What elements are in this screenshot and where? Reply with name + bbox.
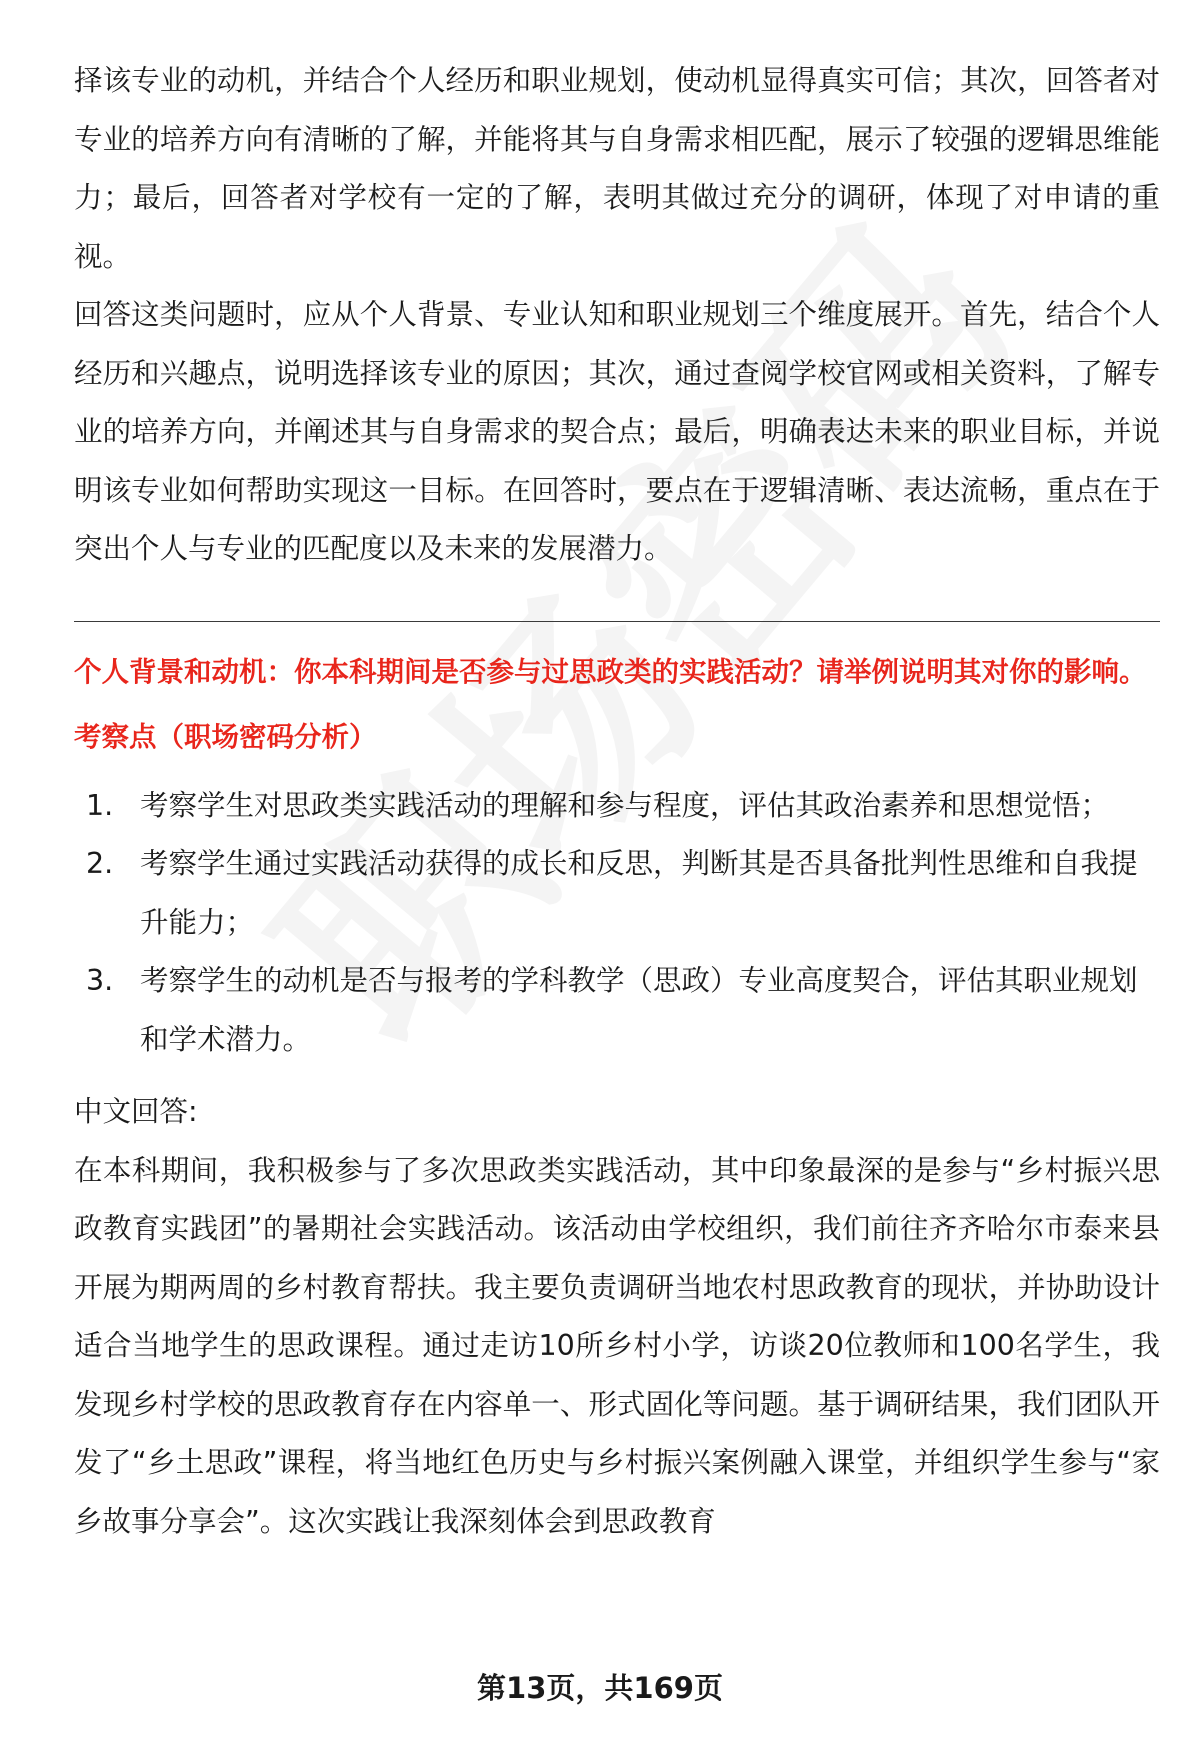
intro-paragraph-1: 择该专业的动机，并结合个人经历和职业规划，使动机显得真实可信；其次，回答者对专业的培养方向有清晰的了解，并能将其与自身需求相匹配，展示了较强的逻辑思维能力；最后，回答者对学校有一定的了解，表明其做过充分的调研，体现了对申请的重视。	[74, 64, 1160, 273]
list-item	[74, 952, 1160, 1069]
section-divider	[74, 621, 1160, 622]
answer-label: 中文回答:	[74, 1095, 198, 1128]
list-item-text: 考察学生通过实践活动获得的成长和反思，判断其是否具备批判性思维和自我提升能力；	[140, 847, 1138, 939]
answer-text: 在本科期间，我积极参与了多次思政类实践活动，其中印象最深的是参与“乡村振兴思政教育实践团”的暑期社会实践活动。该活动由学校组织，我们前往齐齐哈尔市泰来县开展为期两周的乡村教育帮扶。我主要负责调研当地农村思政教育的现状，并协助设计适合当地学生的思政课程。通过走访10所乡村小学，访谈20位教师和100名学生，我发现乡村学校的思政教育存在内容单一、形式固化等问题。基于调研结果，我们团队开发了“乡土思政”课程，将当地红色历史与乡村振兴案例融入课堂，并组织学生参与“家乡故事分享会”。这次实践让我深刻体会到思政教育	[74, 1153, 1160, 1538]
list-item-text: 考察学生的动机是否与报考的学科教学（思政）专业高度契合，评估其职业规划和学术潜力。	[140, 964, 1138, 1056]
question-title: 个人背景和动机：你本科期间是否参与过思政类的实践活动？请举例说明其对你的影响。	[74, 655, 1147, 688]
list-item-number: 2.	[86, 847, 114, 880]
list-item-text: 考察学生对思政类实践活动的理解和参与程度，评估其政治素养和思想觉悟；	[140, 788, 1110, 822]
page-number: 第13页，共169页	[477, 1671, 723, 1705]
points-list	[74, 777, 1160, 1070]
document-page	[74, 52, 1160, 1551]
intro-paragraph-2: 回答这类问题时，应从个人背景、专业认知和职业规划三个维度展开。首先，结合个人经历和兴趣点，说明选择该专业的原因；其次，通过查阅学校官网或相关资料，了解专业的培养方向，并阐述其与自身需求的契合点；最后，明确表达未来的职业目标，并说明该专业如何帮助实现这一目标。在回答时，要点在于逻辑清晰、表达流畅，重点在于突出个人与专业的匹配度以及未来的发展潜力。	[74, 298, 1160, 565]
list-item	[74, 835, 1160, 952]
list-item-number: 1.	[86, 788, 114, 822]
list-item	[74, 777, 1160, 836]
list-item-number: 3.	[86, 964, 114, 997]
points-heading: 考察点（职场密码分析）	[74, 720, 377, 753]
